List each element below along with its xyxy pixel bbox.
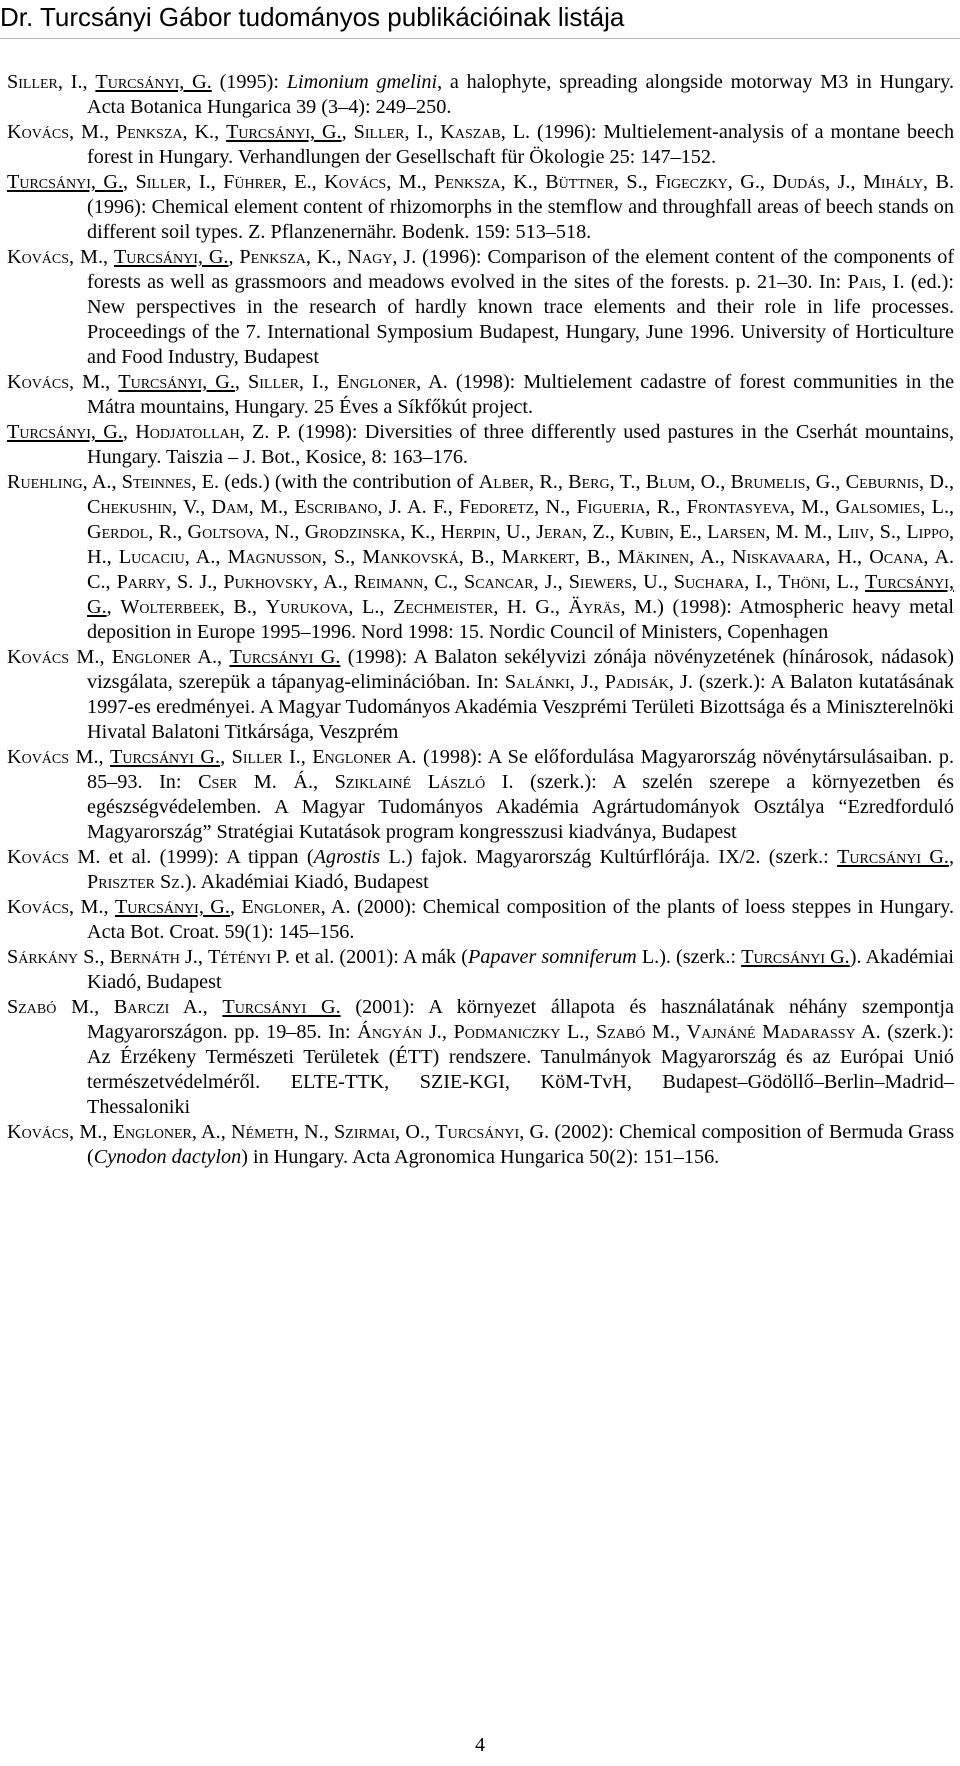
author-name: Turcsányi, G. xyxy=(435,1121,550,1143)
reference-entry xyxy=(0,370,960,420)
author-name: Kaszab, L. xyxy=(440,121,531,143)
page-title: Dr. Turcsányi Gábor tudományos publikációinak listája xyxy=(0,2,625,32)
author-name: Galsomies, L. xyxy=(835,496,949,518)
reference-text: , xyxy=(98,746,111,768)
author-name: Markert, B. xyxy=(501,546,606,568)
reference-list xyxy=(0,70,960,1170)
reference-text: , a halophyte, spreading alongside motorway M3 in Hungary. Acta Botanica Hungarica 39 (3–4): 249–250. xyxy=(87,71,955,118)
reference-text: , xyxy=(323,371,337,393)
author-name: Turcsányi, G. xyxy=(7,171,124,193)
author-name: Kovács M. xyxy=(7,646,100,668)
reference-text: (1996): Chemical element content of rhizomorphs in the stemflow and throughfall areas of beech stands on different soil types. Z. Pflanzenernähr. Bodenk. 159: 513–518. xyxy=(87,196,954,243)
reference-text: , xyxy=(111,471,122,493)
italic-taxon: Agrostis xyxy=(313,846,381,868)
author-name: Turcsányi, G. xyxy=(7,421,123,443)
reference-text: , xyxy=(835,471,846,493)
author-name: Siewers, U. xyxy=(568,571,663,593)
author-name: Lucaciu, A. xyxy=(118,546,216,568)
reference-text: (1996): Comparison of the element content of the components of forests as well as grassmoors and meadows evolved in the sites of the forests. p. 21–30. In: xyxy=(87,246,955,293)
author-name: Turcsányi, G. xyxy=(118,371,235,393)
italic-taxon: Papaver somniferum xyxy=(467,946,637,968)
reference-text: , xyxy=(336,246,348,268)
italic-taxon: Cynodon dactylon xyxy=(93,1146,242,1168)
author-name: Turcsányi, G. xyxy=(114,896,230,918)
author-name: Ángyán J. xyxy=(357,1021,442,1043)
author-name: Jeran, Z. xyxy=(536,521,610,543)
reference-text: , xyxy=(215,546,228,568)
reference-text: ) in Hungary. Acta Agronomica Hungarica 50(2): 151–156. xyxy=(241,1146,720,1168)
reference-text: , xyxy=(605,546,618,568)
author-name: Kovács, M. xyxy=(7,896,104,918)
reference-text: , xyxy=(827,521,838,543)
author-name: Szabó M. xyxy=(7,996,95,1018)
author-name: Tétényi P. xyxy=(208,946,290,968)
reference-text: , xyxy=(441,1021,454,1043)
reference-text: , xyxy=(609,521,621,543)
author-name: Penksza, K. xyxy=(239,246,337,268)
reference-text: , xyxy=(294,521,305,543)
author-name: Mäkinen, A. xyxy=(617,546,720,568)
reference-text: (1998): Diversities of three differently used pastures in the Cserhát mountains, Hungary. Taiszia – J. Bot., Kosice, 8: 163–176. xyxy=(87,421,955,468)
reference-text: , xyxy=(197,946,208,968)
reference-text: , xyxy=(228,246,240,268)
reference-text: , xyxy=(853,571,866,593)
reference-entry xyxy=(0,745,960,845)
reference-text: , xyxy=(948,471,955,493)
reference-text: , xyxy=(106,596,121,618)
author-name: Scancar, J. xyxy=(464,571,558,593)
italic-taxon: Limonium gmelini xyxy=(286,71,438,93)
reference-text: , xyxy=(428,121,441,143)
reference-text: (eds.) (with the contribution of xyxy=(219,471,479,493)
reference-text: , xyxy=(214,121,227,143)
reference-entry xyxy=(0,245,960,370)
reference-text: , xyxy=(311,171,325,193)
author-name: Ruehling, A. xyxy=(7,471,112,493)
reference-text: , xyxy=(949,496,955,518)
reference-text: , xyxy=(323,1121,335,1143)
reference-text: , xyxy=(430,521,441,543)
author-name: Dudás, J. xyxy=(772,171,851,193)
reference-text: , xyxy=(300,746,313,768)
author-name: Engloner, A. xyxy=(336,371,448,393)
author-name: Mihály, B. xyxy=(862,171,955,193)
author-name: Engloner A. xyxy=(312,746,417,768)
reference-text: (ed.): New perspectives in the research of hardly known trace elements and their role in life processes. Proceedings of the 7. International Symposium Budapest, Hungary, June 1996. University of Horticulture and Food Industry, Budapest xyxy=(87,271,955,368)
reference-text: , xyxy=(212,571,224,593)
author-name: Bernáth J. xyxy=(109,946,198,968)
reference-text: , xyxy=(220,1121,231,1143)
author-name: Kubin, E. xyxy=(620,521,697,543)
reference-text: , xyxy=(251,596,266,618)
author-name: Suchara, I. xyxy=(673,571,768,593)
author-name: Engloner A. xyxy=(111,646,218,668)
reference-text: , xyxy=(642,171,656,193)
author-name: Mankovská, B. xyxy=(362,546,490,568)
author-name: Hodjatollah, Z. P. xyxy=(135,421,291,443)
author-name: Chekushin, V. xyxy=(87,496,201,518)
author-name: Siller, I. xyxy=(135,171,211,193)
author-name: Turcsányi, G. xyxy=(87,571,954,618)
reference-text: , xyxy=(424,1121,436,1143)
reference-text: , xyxy=(635,471,646,493)
reference-text: , xyxy=(662,571,674,593)
author-name: Magnusson, S. xyxy=(227,546,351,568)
author-name: Kovács, M. xyxy=(7,371,106,393)
author-name: Siller I. xyxy=(231,746,301,768)
reference-text: (szerk.): Az Érzékeny Természeti Területek (ÉTT) rendszere. Tanulmányok Magyarország és az Európai Unió természetvédelméről. ELTE-TTK, SZIE-KGI, KöM-TvH, Budapest–Gödöllő–Berlin–Madrid–Thessaloniki xyxy=(87,1021,954,1118)
reference-text: , xyxy=(565,496,577,518)
author-name: Németh, N. xyxy=(231,1121,324,1143)
reference-text: , xyxy=(857,546,870,568)
reference-text: , xyxy=(593,671,605,693)
author-name: Turcsányi, G. xyxy=(113,246,229,268)
reference-text: , xyxy=(106,546,119,568)
author-name: Siller, I. xyxy=(7,71,83,93)
reference-entry xyxy=(0,845,960,895)
reference-text: , xyxy=(674,1021,687,1043)
author-name: Szabó M. xyxy=(596,1021,675,1043)
reference-text: , xyxy=(123,171,136,193)
reference-text: , xyxy=(122,421,136,443)
author-name: Kovács, M. xyxy=(7,121,105,143)
author-name: Führer, E. xyxy=(223,171,312,193)
author-name: Sárkány S. xyxy=(7,946,100,968)
author-name: Kovács M. xyxy=(7,846,101,868)
reference-text: , xyxy=(94,996,114,1018)
author-name: Engloner, A. xyxy=(112,1121,221,1143)
author-name: Turcsányi, G. xyxy=(95,71,212,93)
reference-text: , xyxy=(217,646,230,668)
title-divider xyxy=(0,38,960,39)
reference-text: , xyxy=(720,471,731,493)
reference-text: , xyxy=(719,546,732,568)
reference-text: (2000): Chemical composition of the plants of loess steppes in Hungary. Acta Bot. Croat. 59(1): 145–156. xyxy=(87,896,955,943)
page-number: 4 xyxy=(475,1734,485,1756)
author-name: Grodzinska, K. xyxy=(304,521,431,543)
reference-entry xyxy=(0,645,960,745)
reference-entry xyxy=(0,895,960,945)
author-name: Turcsányi G. xyxy=(222,996,341,1018)
author-name: Turcsányi G. xyxy=(837,846,949,868)
author-name: Blum, O. xyxy=(645,471,721,493)
reference-text: , xyxy=(525,521,537,543)
author-name: Figeczky, G. xyxy=(655,171,760,193)
reference-text: et al. (1999): A tippan ( xyxy=(100,846,314,868)
author-name: Pukhovsky, A. xyxy=(223,571,343,593)
reference-entry xyxy=(0,70,960,120)
reference-text: , xyxy=(948,846,954,868)
author-name: Wolterbeek, B. xyxy=(120,596,252,618)
reference-text: , xyxy=(342,571,354,593)
reference-text: (1998): A Balaton sekélyvizi zónája növényzetének (hínárosok, nádasok) vizsgálata, szerepük a tápanyag-eliminációban. In: xyxy=(87,646,954,693)
author-name: Berg, T. xyxy=(568,471,636,493)
reference-entry xyxy=(0,1120,960,1170)
reference-text: (2002): Chemical composition of Bermuda Grass ( xyxy=(87,1121,955,1168)
reference-text: , xyxy=(104,121,117,143)
reference-text: , xyxy=(696,521,708,543)
author-name: Niskavaara, H. xyxy=(731,546,858,568)
reference-text: , xyxy=(421,171,435,193)
author-name: Turcsányi, G. xyxy=(226,121,342,143)
reference-text: ). Akadémiai Kiadó, Budapest xyxy=(184,871,429,893)
reference-text: , xyxy=(82,71,96,93)
reference-entry xyxy=(0,945,960,995)
author-name: Padisák, J. xyxy=(604,671,693,693)
author-name: Siller, I. xyxy=(353,121,429,143)
reference-text: , xyxy=(824,496,836,518)
reference-text: , xyxy=(452,571,465,593)
author-name: Nagy, J. xyxy=(347,246,417,268)
author-name: Yurukova, L. xyxy=(265,596,380,618)
author-name: Barczi A. xyxy=(113,996,203,1018)
author-name: Engloner, A. xyxy=(241,896,351,918)
reference-text: , xyxy=(584,1021,596,1043)
author-name: Ocana, A. C. xyxy=(87,546,955,593)
reference-text: L.) fajok. Magyarország Kultúrflórája. IX/2. (szerk.: xyxy=(380,846,838,868)
reference-text: (1995): xyxy=(211,71,287,93)
author-name: Herpin, U. xyxy=(440,521,526,543)
reference-text: , xyxy=(99,646,112,668)
reference-text: , xyxy=(200,496,212,518)
reference-entry xyxy=(0,120,960,170)
reference-text: , xyxy=(234,371,249,393)
author-name: Parry, S. J. xyxy=(116,571,213,593)
author-name: Alber, R. xyxy=(478,471,558,493)
reference-text: , xyxy=(202,996,223,1018)
reference-text: L.). (szerk.: xyxy=(636,946,742,968)
reference-entry xyxy=(0,995,960,1120)
author-name: Äyräs, M. xyxy=(568,596,658,618)
author-name: Steinnes, E. xyxy=(121,471,220,493)
reference-text: (szerk.): A Balaton kutatásának 1997-es eredményei. A Magyar Tudományos Akadémia Veszprémi Területi Bizottsága és a Miniszterelnöki Hivatal Balatoni Titkársága, Veszprém xyxy=(87,671,955,743)
author-name: Gerdol, R. xyxy=(87,521,178,543)
reference-entry xyxy=(0,470,960,645)
reference-entry xyxy=(0,170,960,245)
reference-text: , xyxy=(350,546,363,568)
author-name: Turcsányi G. xyxy=(741,946,850,968)
reference-text: , xyxy=(103,246,114,268)
reference-text: (1996): Multielement-analysis of a montane beech forest in Hungary. Verhandlungen der Gesellschaft für Ökologie 25: 147–152. xyxy=(87,121,955,168)
author-name: Ceburnis, D. xyxy=(845,471,949,493)
author-name: Vajnáné Madarassy A. xyxy=(686,1021,881,1043)
author-name: Goltsova, N. xyxy=(187,521,295,543)
reference-text: , xyxy=(99,946,110,968)
author-name: Büttner, S. xyxy=(545,171,643,193)
reference-text: , xyxy=(447,496,460,518)
author-name: Sziklainé László I. xyxy=(334,771,514,793)
author-name: Larsen, M. M. xyxy=(707,521,828,543)
reference-text: , xyxy=(554,596,569,618)
author-name: Kovács, M. xyxy=(7,246,103,268)
author-name: Frontasyeva, M. xyxy=(686,496,825,518)
reference-text: , xyxy=(103,896,115,918)
author-name: Reimann, C. xyxy=(353,571,453,593)
reference-text: , xyxy=(557,571,569,593)
author-name: Podmaniczky L. xyxy=(453,1021,585,1043)
reference-text: , xyxy=(489,546,502,568)
reference-text: , xyxy=(105,371,119,393)
reference-text: , xyxy=(229,896,242,918)
author-name: Liiv, S. xyxy=(837,521,896,543)
reference-text: , xyxy=(379,596,394,618)
reference-text: , xyxy=(177,521,188,543)
reference-text: ) (1998): Atmospheric heavy metal deposition in Europe 1995–1996. Nord 1998: 15. Nordic Council of Ministers, Copenhagen xyxy=(87,596,954,643)
author-name: Thöni, L. xyxy=(778,571,854,593)
author-name: Cser M. Á. xyxy=(198,771,313,793)
author-name: Zechmeister, H. G. xyxy=(393,596,555,618)
author-name: Priszter Sz. xyxy=(87,871,185,893)
reference-text: (2001): A környezet állapota és használatának néhány szempontja Magyarországon. pp. 19–85. In: xyxy=(87,996,954,1043)
reference-text: et al. (2001): A mák ( xyxy=(290,946,468,968)
author-name: Dam, M. xyxy=(211,496,284,518)
reference-text: , xyxy=(210,171,224,193)
reference-text: , xyxy=(850,171,863,193)
author-name: Kovács, M. xyxy=(7,1121,103,1143)
reference-text: , xyxy=(105,571,117,593)
reference-text: (1998): Multielement cadastre of forest communities in the Mátra mountains, Hungary. 25 Éves a Síkfőkút project. xyxy=(87,371,955,418)
reference-text: , xyxy=(313,771,335,793)
reference-text: , xyxy=(675,496,687,518)
author-name: Brumelis, G. xyxy=(730,471,836,493)
author-name: Szirmai, O. xyxy=(334,1121,425,1143)
reference-text: , xyxy=(759,171,773,193)
reference-text: , xyxy=(895,521,907,543)
author-name: Turcsányi G. xyxy=(110,746,221,768)
reference-text: , xyxy=(341,121,354,143)
reference-text: , xyxy=(532,171,546,193)
author-name: Kovács M. xyxy=(7,746,99,768)
author-name: Escribano, J. A. F. xyxy=(294,496,448,518)
author-name: Salánki, J. xyxy=(504,671,594,693)
reference-text: , xyxy=(557,471,569,493)
author-name: Fedoretz, N. xyxy=(459,496,566,518)
author-name: Turcsányi G. xyxy=(229,646,341,668)
author-name: Figueria, R. xyxy=(576,496,676,518)
reference-text: , xyxy=(220,746,232,768)
reference-text: , xyxy=(283,496,295,518)
reference-text: ). Akadémiai Kiadó, Budapest xyxy=(87,946,955,993)
author-name: Penksza, K. xyxy=(116,121,215,143)
reference-text: (szerk.): A szelén szerepe a környezetben és egészségvédelemben. A Magyar Tudományos Akadémia Agrártudományok Osztálya “Ezredforduló Magyarország” Stratégiai Kutatások program kongresszusi kiadványa, Budapest xyxy=(87,771,955,843)
reference-entry xyxy=(0,420,960,470)
author-name: Siller, I. xyxy=(248,371,324,393)
author-name: Penksza, K. xyxy=(434,171,533,193)
author-name: Kovács, M. xyxy=(324,171,422,193)
reference-text: , xyxy=(767,571,779,593)
reference-text: , xyxy=(102,1121,113,1143)
author-name: Pais, I. xyxy=(847,271,905,293)
reference-text: (1998): A Se előfordulása Magyarország növénytársulásaiban. p. 85–93. In: xyxy=(87,746,955,793)
author-name: Lippo, H. xyxy=(87,521,955,568)
